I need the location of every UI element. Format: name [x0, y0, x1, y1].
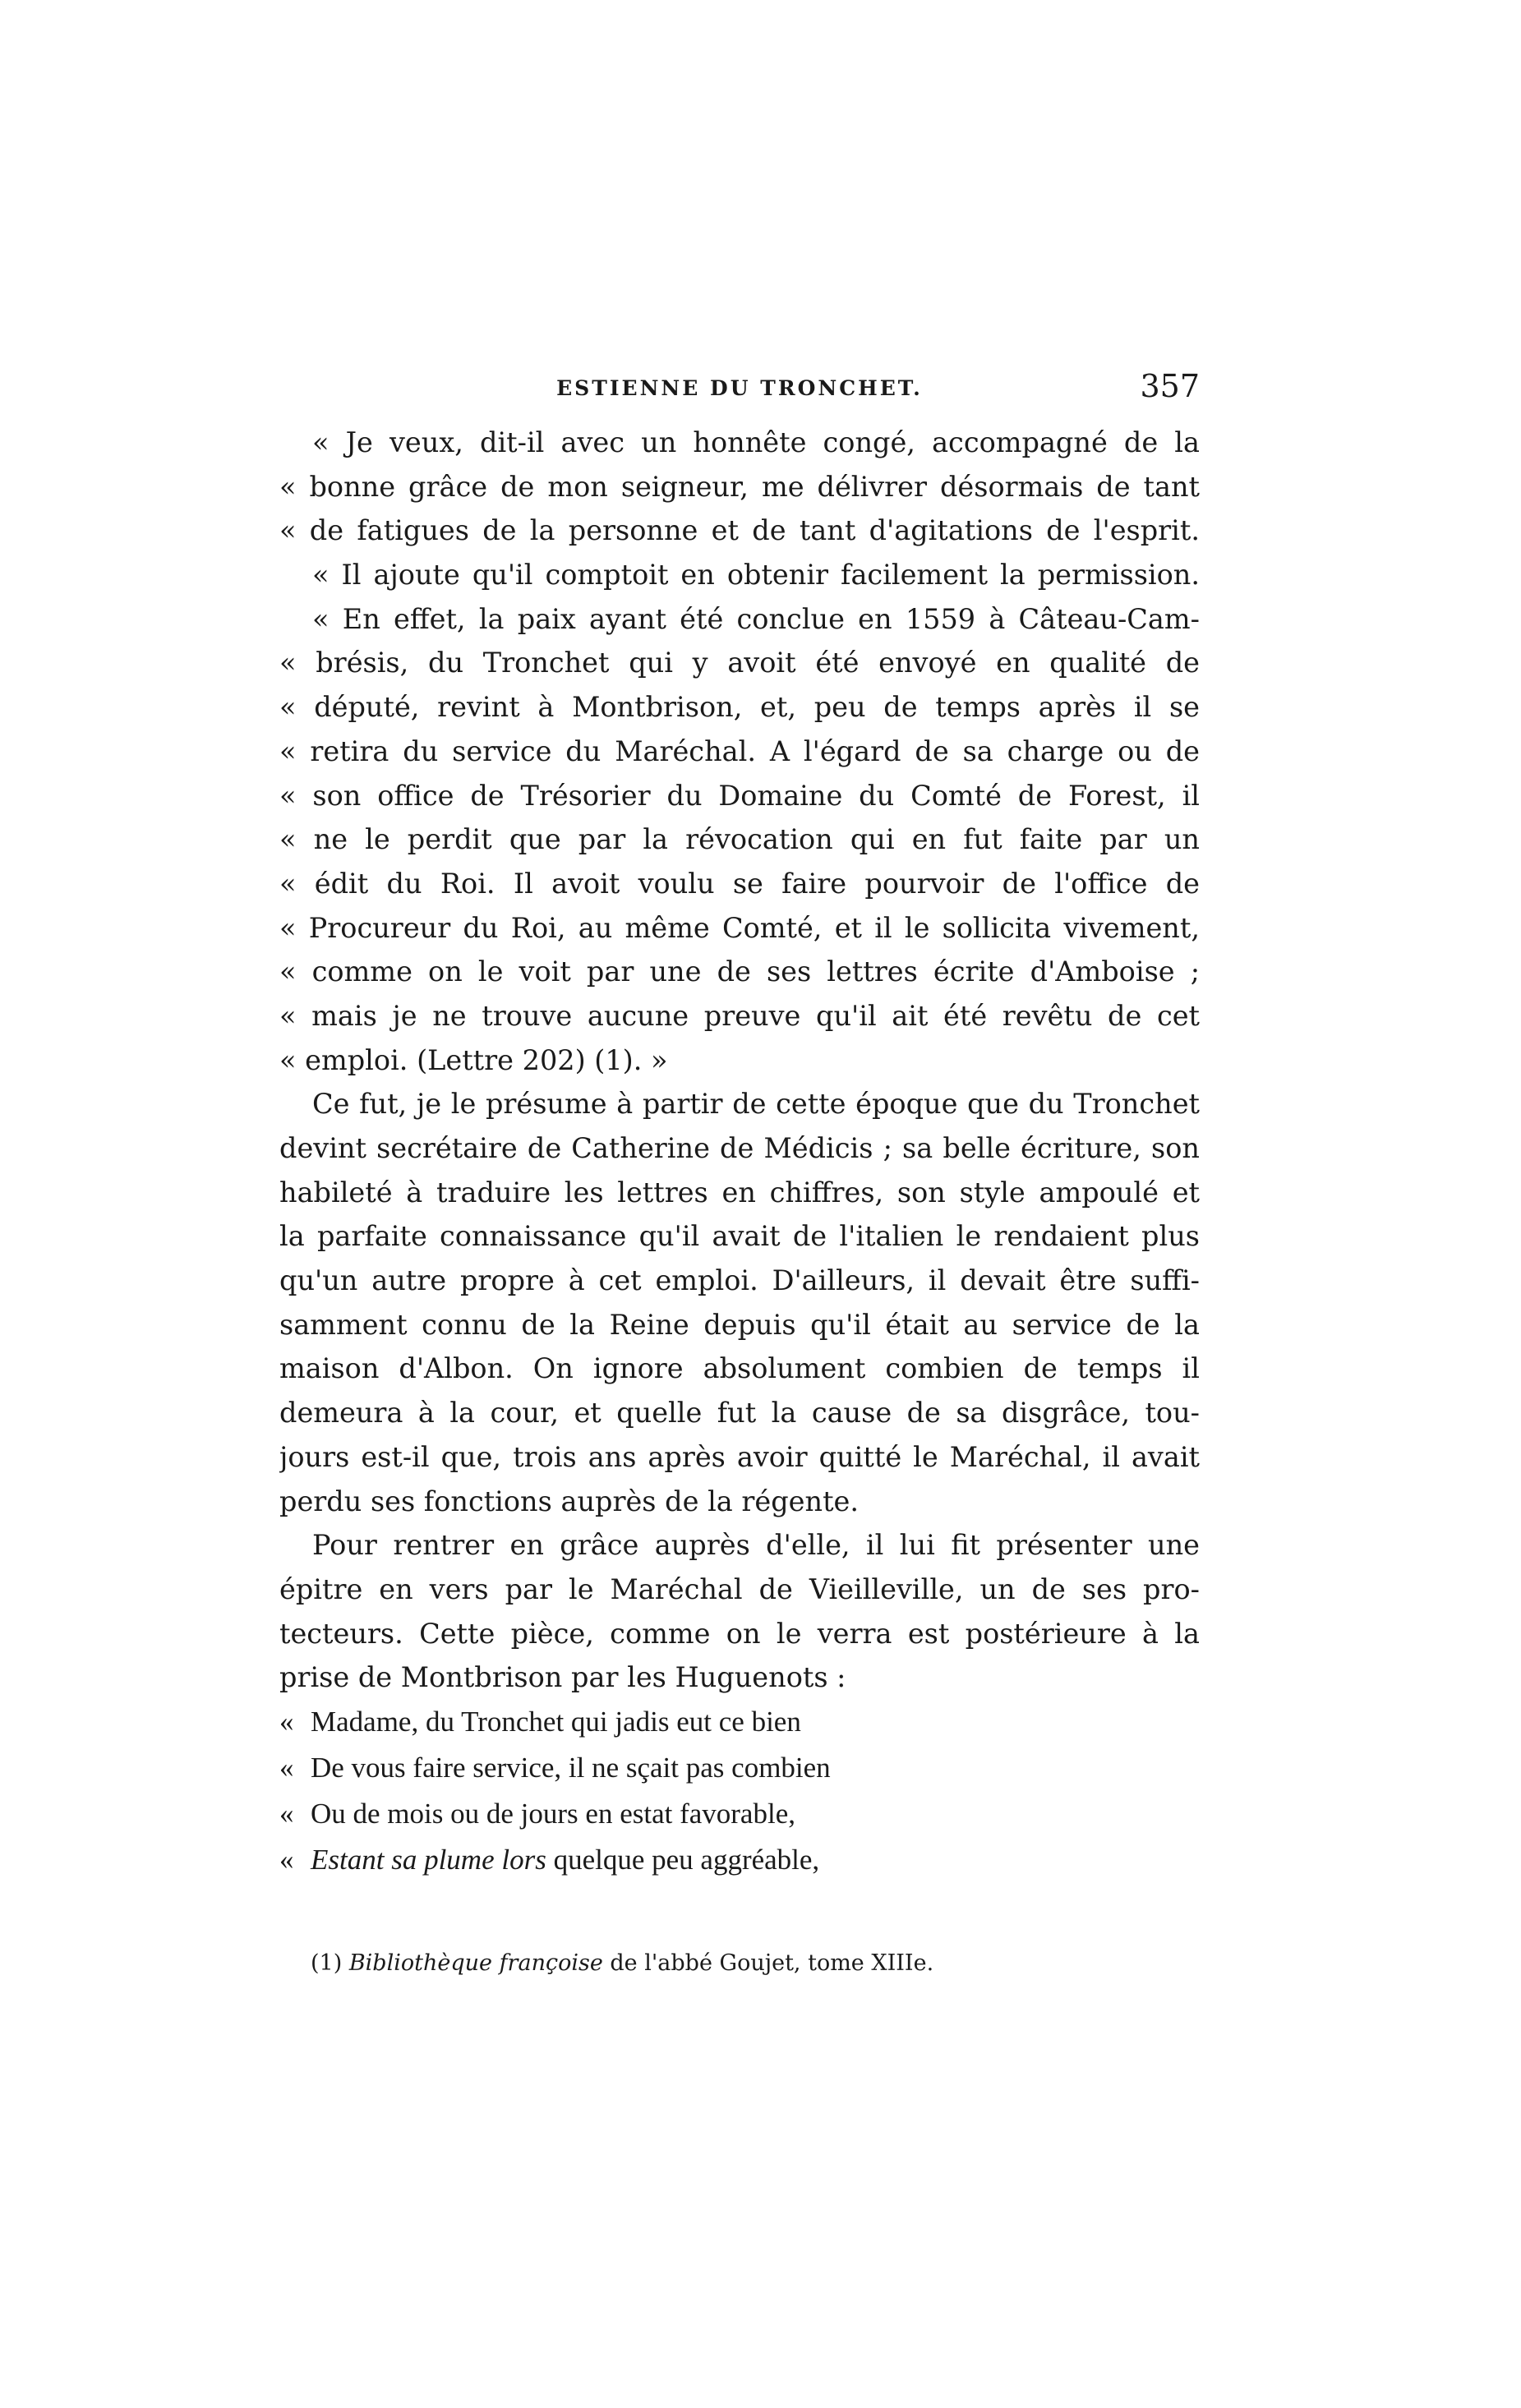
paragraph-line: devint secrétaire de Catherine de Médicis ; sa belle écriture, son [279, 1132, 1200, 1164]
paragraph-line: demeura à la cour, et quelle fut la cause de sa disgrâce, tou- [279, 1397, 1200, 1430]
quoted-line: « Procureur du Roi, au même Comté, et il le sollicita vivement, [279, 911, 1200, 944]
verse-line [279, 1791, 1101, 1837]
verse-line [279, 1745, 1101, 1791]
quoted-line: « son office de Trésorier du Domaine du Comté de Forest, il [279, 779, 1200, 812]
quoted-line: « édit du Roi. Il avoit voulu se faire pourvoir de l'office de [279, 867, 1200, 900]
quoted-line: « retira du service du Maréchal. A l'égard de sa charge ou de [279, 734, 1200, 767]
running-title: ESTIENNE DU TRONCHET. [556, 376, 923, 400]
quote-mark: « [279, 1752, 294, 1784]
paragraph-line: prise de Montbrison par les Huguenots : [279, 1661, 846, 1694]
quoted-line: « bonne grâce de mon seigneur, me délivrer désormais de tant [279, 470, 1200, 503]
quoted-line: « comme on le voit par une de ses lettres écrite d'Amboise ; [279, 955, 1200, 988]
footnote-title: Bibliothèque françoise [348, 1950, 603, 1976]
paragraph-line: samment connu de la Reine depuis qu'il était au service de la [279, 1308, 1200, 1341]
footnote [311, 1947, 1132, 1980]
quoted-passage [279, 421, 1200, 1082]
verse-line [279, 1837, 1101, 1883]
verse-epistle [279, 1699, 1101, 1883]
verse-line [279, 1699, 1101, 1745]
paragraph-line: qu'un autre propre à cet emploi. D'ailleurs, il devait être suffi- [279, 1264, 1200, 1297]
quoted-line: « de fatigues de la personne et de tant d'agitations de l'esprit. [279, 514, 1200, 547]
quoted-line: « ne le perdit que par la révocation qui en fut faite par un [279, 823, 1200, 856]
paragraph-line: épitre en vers par le Maréchal de Vieilleville, un de ses pro- [279, 1572, 1200, 1605]
paragraph-line: perdu ses fonctions auprès de la régente. [279, 1485, 860, 1517]
paragraph-line: la parfaite connaissance qu'il avait de l'italien le rendaient plus [279, 1220, 1200, 1253]
page-body [279, 421, 1200, 1700]
page-header [279, 368, 1200, 409]
quote-mark: « [279, 1798, 294, 1830]
verse-italic-text: Estant sa plume lors [311, 1844, 546, 1876]
paragraph-1 [279, 1082, 1200, 1523]
paragraph-line: jours est-il que, trois ans après avoir quitté le Maréchal, il avait [279, 1440, 1200, 1473]
verse-text: quelque peu aggréable, [546, 1844, 820, 1876]
verse-text: Madame, du Tronchet qui jadis eut ce bien [311, 1706, 801, 1738]
paragraph-line: habileté à traduire les lettres en chiffres, son style ampoulé et [279, 1176, 1200, 1209]
quoted-line: « En effet, la paix ayant été conclue en 1559 à Câteau-Cam- [312, 602, 1200, 635]
page-number: 357 [1140, 368, 1200, 404]
verse-text: Ou de mois ou de jours en estat favorable, [311, 1798, 795, 1830]
paragraph-line: maison d'Albon. On ignore absolument combien de temps il [279, 1352, 1200, 1385]
quoted-line: « mais je ne trouve aucune preuve qu'il ait été revêtu de cet [279, 999, 1200, 1032]
quoted-line: « emploi. (Lettre 202) (1). » [279, 1043, 668, 1076]
quoted-line: « député, revint à Montbrison, et, peu de temps après il se [279, 691, 1200, 724]
footnote-text: de l'abbé Goujet, tome XIIIe. [602, 1950, 934, 1976]
footnote-marker: (1) [311, 1950, 349, 1976]
quote-mark: « [279, 1844, 294, 1876]
quoted-line: « Je veux, dit-il avec un honnête congé, accompagné de la [312, 426, 1200, 458]
quoted-line: « Il ajoute qu'il comptoit en obtenir facilement la permission. [312, 559, 1200, 592]
verse-text: De vous faire service, il ne sçait pas combien [311, 1752, 831, 1784]
quote-mark: « [279, 1706, 294, 1738]
paragraph-2 [279, 1523, 1200, 1700]
paragraph-line: Ce fut, je le présume à partir de cette époque que du Tronchet [312, 1088, 1200, 1121]
quoted-line: « brésis, du Tronchet qui y avoit été envoyé en qualité de [279, 647, 1200, 679]
paragraph-line: tecteurs. Cette pièce, comme on le verra est postérieure à la [279, 1617, 1200, 1650]
paragraph-line: Pour rentrer en grâce auprès d'elle, il lui fit présenter une [312, 1529, 1200, 1562]
